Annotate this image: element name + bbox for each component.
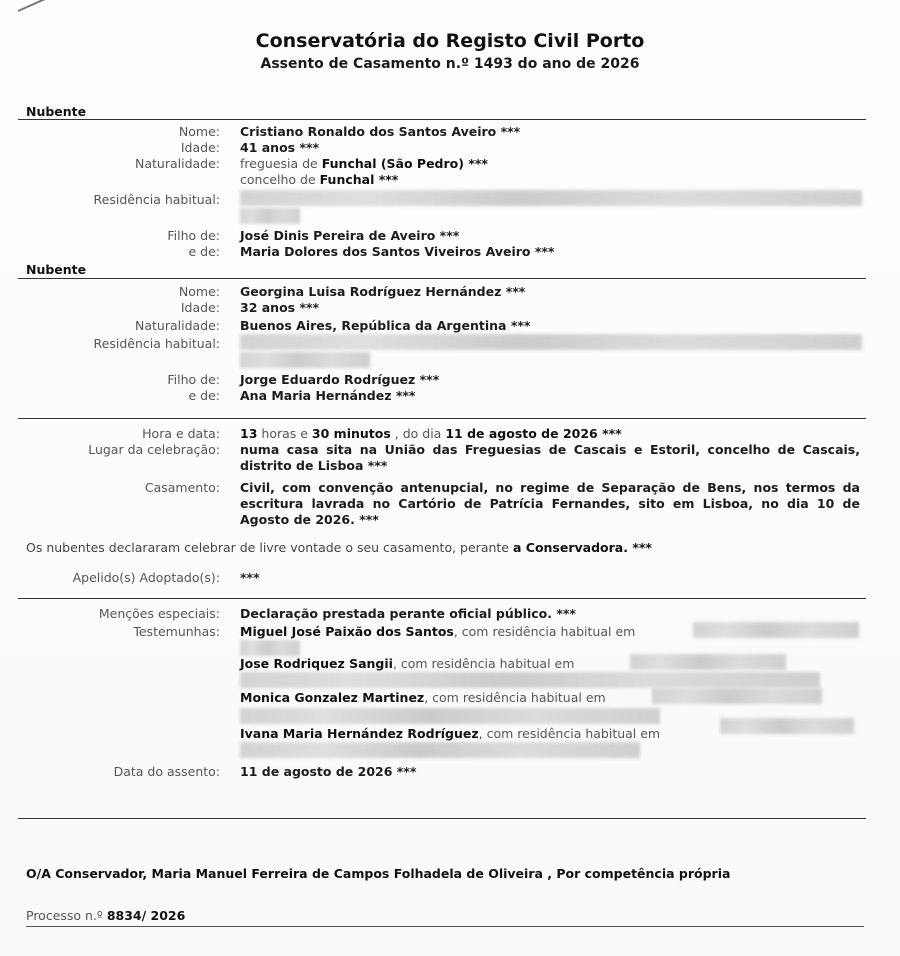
nubente-2-pai: Jorge Eduardo Rodríguez ***: [240, 372, 440, 387]
nubente-1-idade: 41 anos ***: [240, 140, 320, 155]
hora-connector: horas e: [261, 426, 308, 441]
testemunha-name: Jose Rodriquez Sangii: [240, 656, 393, 671]
field-label: Lugar da celebração:: [88, 442, 220, 457]
field-label: Menções especiais:: [98, 606, 220, 621]
nubente-1-concelho: Funchal ***: [319, 172, 399, 187]
nubente-2-nome: Georgina Luisa Rodríguez Hernández ***: [240, 284, 526, 299]
field-label: Naturalidade:: [134, 318, 220, 333]
redacted-address-block: [240, 742, 640, 758]
field-label: Filho de:: [167, 228, 220, 243]
field-label: Filho de:: [167, 372, 220, 387]
redacted-address-block: [652, 688, 822, 704]
nubente-1-section-label: Nubente: [26, 104, 87, 119]
redacted-address-block: [240, 190, 862, 206]
declaracao-paragraph: [26, 540, 652, 555]
redacted-address-block: [630, 654, 786, 670]
residencia-suffix: , com residência habitual em: [392, 656, 575, 671]
nubente-2-naturalidade: Buenos Aires, República da Argentina ***: [240, 318, 531, 333]
nubente-1-freguesia-line: [240, 156, 860, 171]
hora-horas: 13: [240, 426, 258, 441]
nubente-1-mae: Maria Dolores dos Santos Viveiros Aveiro ***: [240, 244, 555, 259]
processo-number: 8834/ 2026: [106, 908, 186, 923]
hora-minutos: 30 minutos: [311, 426, 391, 441]
document-subtitle: Assento de Casamento n.º 1493 do ano de 2026: [260, 56, 640, 72]
concelho-prefix: concelho de: [240, 172, 316, 187]
field-label: Hora e data:: [142, 426, 220, 441]
divider-line: [18, 598, 866, 599]
field-label: Residência habitual:: [93, 192, 220, 207]
nubente-2-section-label: Nubente: [26, 262, 87, 277]
apelidos-value: ***: [240, 570, 260, 585]
field-label: Testemunhas:: [133, 624, 220, 639]
data-assento-value: 11 de agosto de 2026 ***: [240, 764, 417, 779]
field-label: Nome:: [178, 284, 220, 299]
field-label: Data do assento:: [113, 764, 220, 779]
document-title: Conservatória do Registo Civil Porto: [255, 30, 645, 52]
divider-line: [18, 818, 866, 819]
testemunha-name: Miguel José Paixão dos Santos: [240, 624, 454, 639]
nubente-2-idade: 32 anos ***: [240, 300, 320, 315]
redacted-address-block: [720, 718, 854, 734]
redacted-address-block: [240, 640, 300, 656]
nubente-1-nome: Cristiano Ronaldo dos Santos Aveiro ***: [240, 124, 521, 139]
testemunha-name: Ivana Maria Hernández Rodríguez: [240, 726, 479, 741]
field-label: Naturalidade:: [134, 156, 220, 171]
field-label: Nome:: [178, 124, 220, 139]
field-label: Residência habitual:: [93, 336, 220, 351]
nubente-1-freguesia: Funchal (São Pedro) ***: [321, 156, 488, 171]
declaracao-conservadora: a Conservadora. ***: [512, 540, 652, 555]
conservador-line: O/A Conservador, Maria Manuel Ferreira de Campos Folhadela de Oliveira , Por competência própria: [26, 866, 731, 881]
field-label: Idade:: [180, 300, 220, 315]
dia-prefix: , do dia: [394, 426, 442, 441]
nubente-1-concelho-line: [240, 172, 860, 187]
redacted-address-block: [240, 708, 660, 724]
processo-prefix: Processo n.º: [26, 908, 103, 923]
divider-line: [26, 926, 864, 927]
redacted-address-block: [693, 622, 859, 638]
nubente-2-mae: Ana Maria Hernández ***: [240, 388, 416, 403]
hora-data-value: [240, 426, 860, 441]
residencia-suffix: , com residência habitual em: [424, 690, 606, 705]
mencoes-value: Declaração prestada perante oficial público. ***: [240, 606, 576, 621]
celebracao-dia: 11 de agosto de 2026 ***: [445, 426, 622, 441]
field-label: e de:: [188, 244, 220, 259]
divider-line: [18, 119, 866, 120]
field-label: Idade:: [180, 140, 220, 155]
redacted-address-block: [240, 672, 820, 688]
nubente-1-pai: José Dinis Pereira de Aveiro ***: [240, 228, 460, 243]
residencia-suffix: , com residência habitual em: [478, 726, 661, 741]
testemunha-name: Monica Gonzalez Martinez: [240, 690, 425, 705]
declaracao-text: Os nubentes declararam celebrar de livre vontade o seu casamento, perante: [26, 540, 509, 555]
divider-line: [18, 278, 866, 279]
lugar-celebracao: numa casa sita na União das Freguesias de Cascais e Estoril, concelho de Cascais, distrito de Lisboa ***: [240, 442, 860, 473]
processo-line: [26, 908, 185, 923]
residencia-suffix: , com residência habitual em: [453, 624, 636, 639]
pen-stroke-mark: [18, 0, 63, 12]
field-label: Apelido(s) Adoptado(s):: [72, 570, 220, 585]
field-label: e de:: [188, 388, 220, 403]
redacted-address-block: [240, 208, 300, 224]
freguesia-prefix: freguesia de: [240, 156, 318, 171]
divider-line: [18, 418, 866, 419]
casamento-regime: Civil, com convenção antenupcial, no regime de Separação de Bens, nos termos da escritura lavrada no Cartório de Patrícia Fernandes, sito em Lisboa, no dia 10 de Agosto de 2026. ***: [240, 480, 860, 527]
field-label: Casamento:: [144, 480, 220, 495]
document-header: [0, 30, 900, 72]
redacted-address-block: [240, 334, 862, 350]
redacted-address-block: [240, 352, 370, 368]
